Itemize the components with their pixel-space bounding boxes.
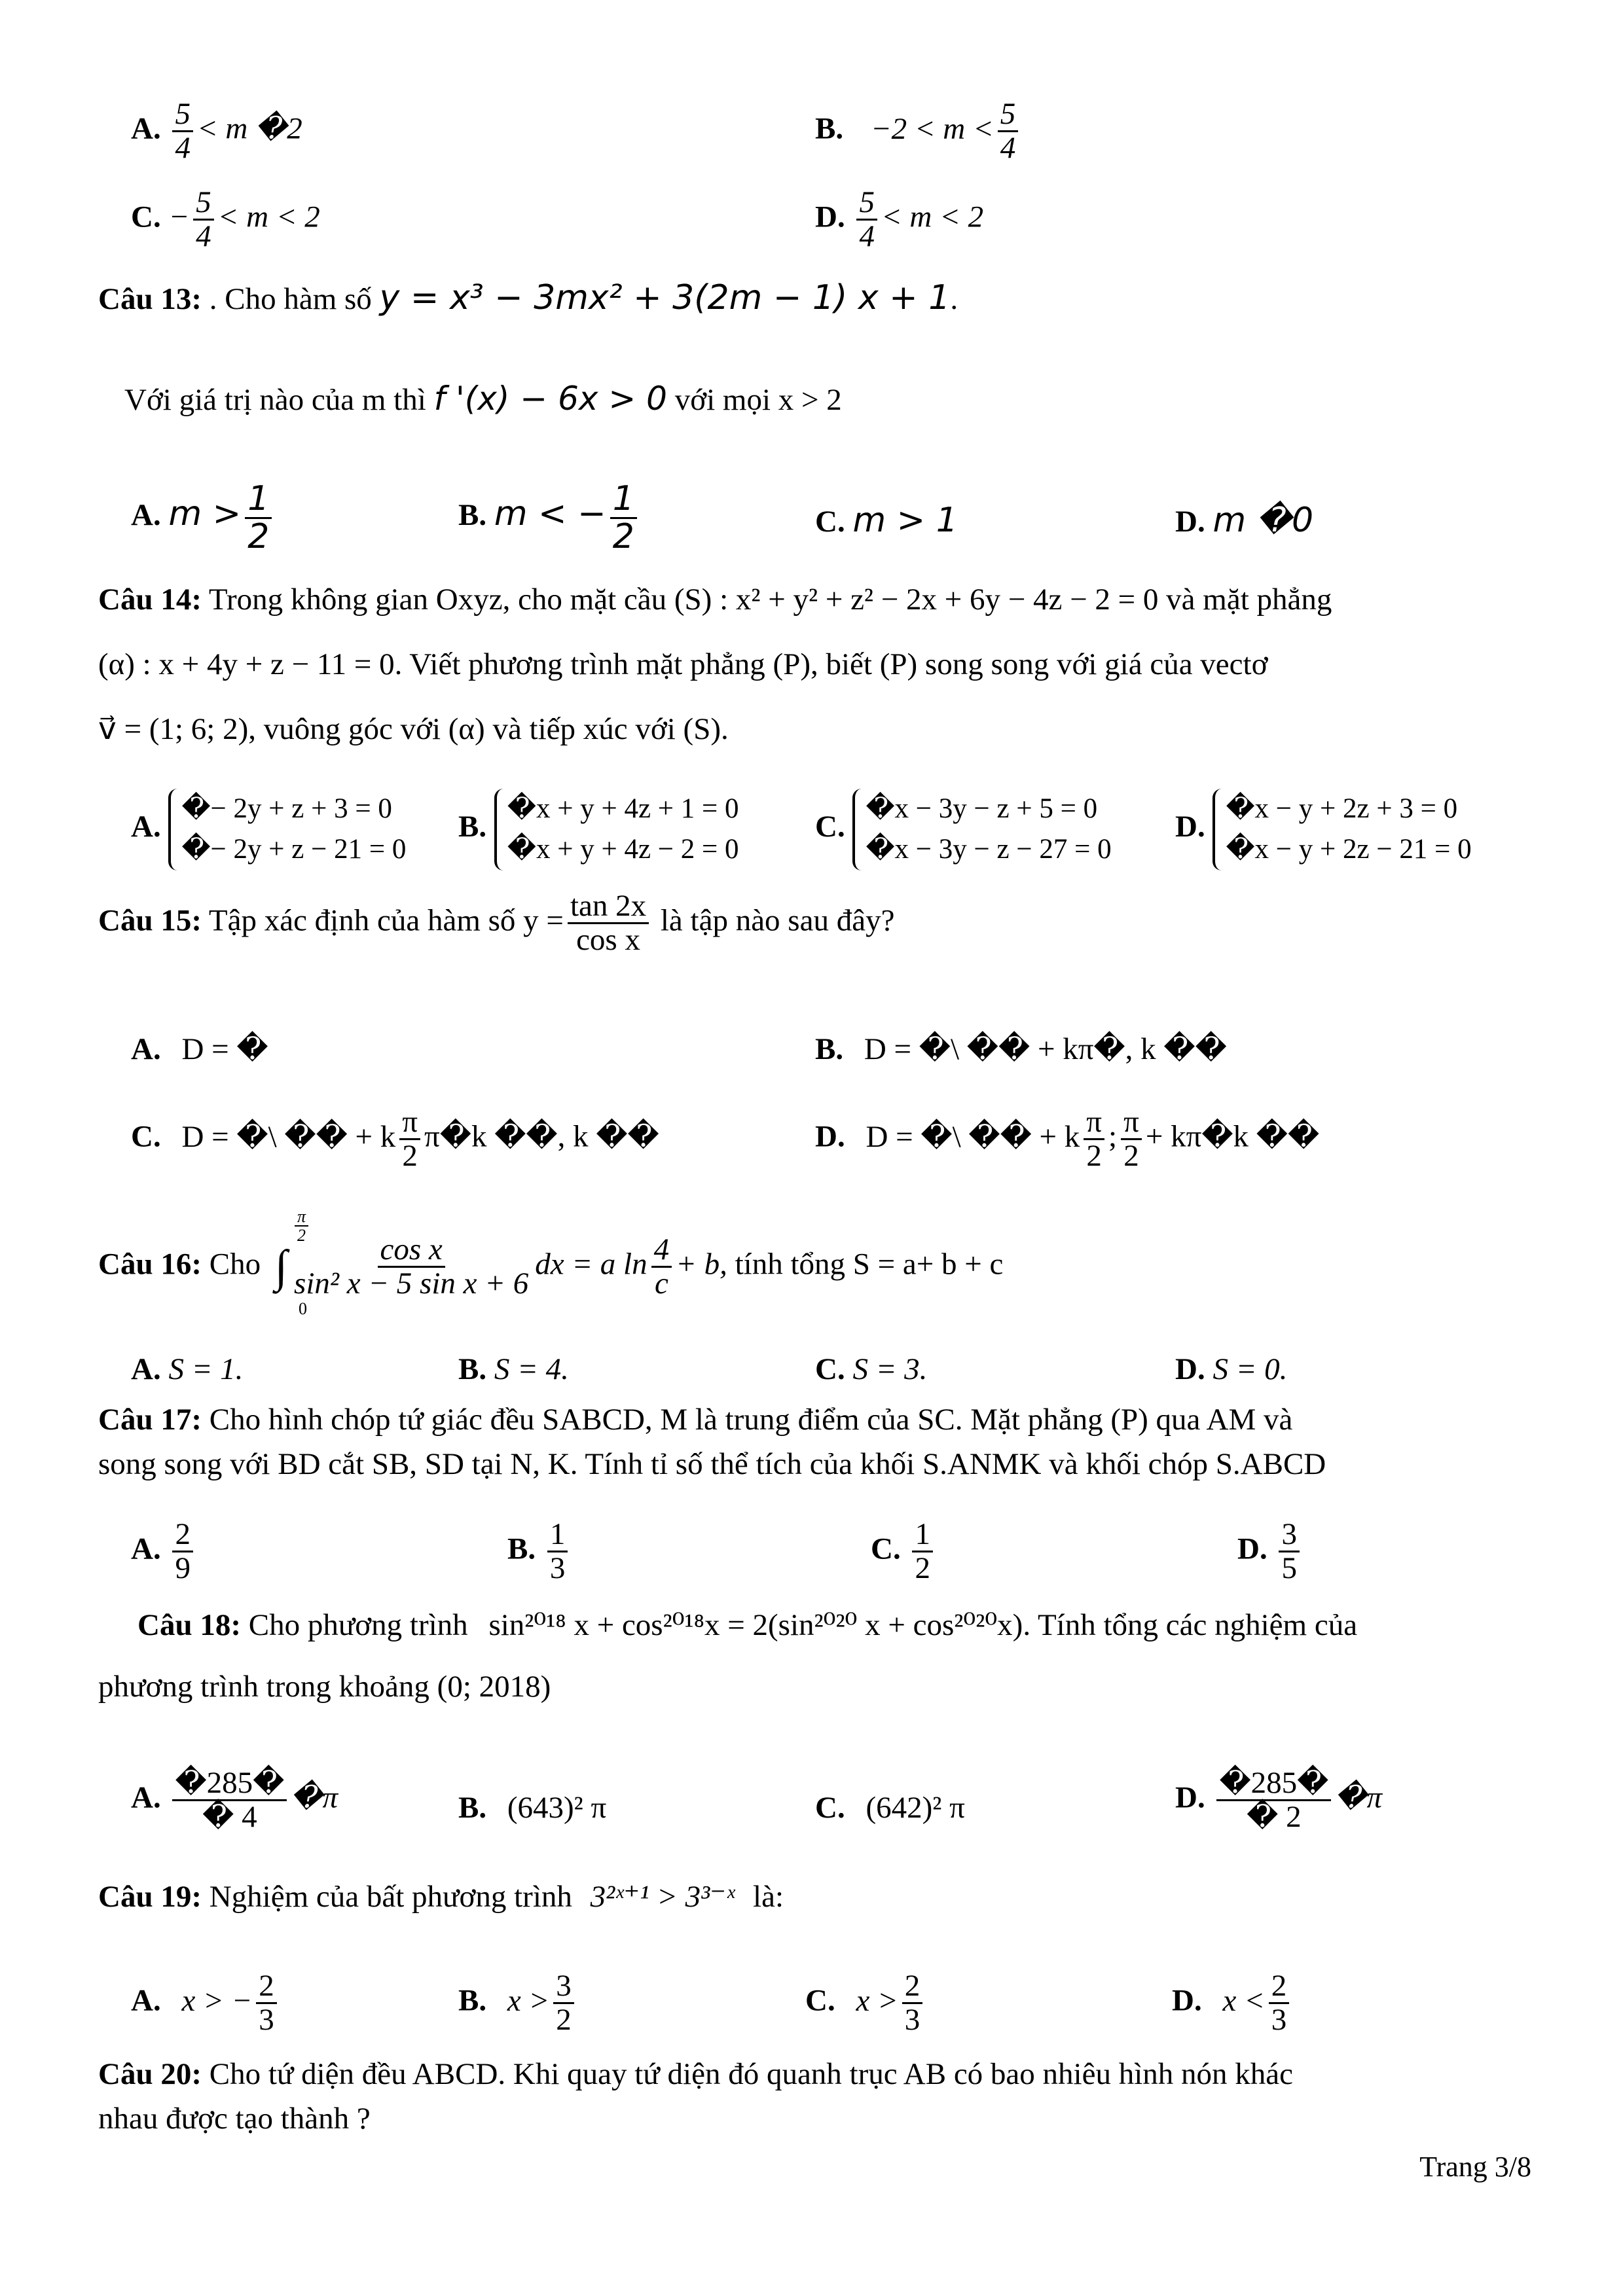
option-text: S = 0. [1213, 1352, 1288, 1386]
option-text: m < − [494, 493, 606, 533]
equation-system: �x + y + 4z + 1 = 0 �x + y + 4z − 2 = 0 [494, 789, 739, 870]
q12-option-d [815, 187, 983, 253]
option-text: − [168, 200, 190, 234]
question-line [98, 1397, 1326, 1442]
option-label: A. [131, 1983, 161, 2018]
fraction: $\frac{\pi}{2}$ [1084, 1106, 1104, 1173]
formula: y = [523, 903, 564, 938]
question-14-stem [98, 576, 1532, 753]
equation-system: �x − y + 2z + 3 = 0 �x − y + 2z − 21 = 0 [1213, 789, 1471, 870]
fraction: $\frac{3}{5}$ [1279, 1518, 1300, 1585]
option-text: S = 4. [494, 1352, 569, 1386]
q19-option-a [131, 1970, 281, 2037]
question-label: Câu 19: [98, 1880, 202, 1914]
q15-option-b [815, 1031, 1227, 1067]
q19-option-b [458, 1970, 578, 2037]
q15-option-d [815, 1106, 1319, 1173]
option-text: ; [1108, 1119, 1118, 1154]
fraction: $\frac{5}{4}$ [998, 98, 1019, 165]
option-label: D. [1175, 1352, 1205, 1386]
punctuation: . [950, 282, 958, 316]
option-label: A. [131, 1532, 161, 1566]
option-text: S = 1. [168, 1352, 244, 1386]
q16-option-d [1175, 1352, 1287, 1387]
formula: f '(x) − 6x > 0 [433, 380, 667, 418]
q15-option-c [131, 1106, 659, 1173]
q12-option-a [131, 98, 302, 165]
option-label: D. [1175, 810, 1205, 844]
fraction: $\frac{2}{3}$ [902, 1970, 923, 2037]
fraction: $\frac{1}{2}$ [610, 481, 637, 554]
fraction: $\frac{\pi}{2}$ [1121, 1106, 1142, 1173]
q13-option-d [1175, 501, 1313, 540]
option-text: (643)² π [507, 1791, 607, 1825]
q15-option-a [131, 1031, 268, 1067]
option-text: �π [1335, 1780, 1383, 1815]
q13-option-b [458, 481, 641, 554]
question-label: Câu 15: [98, 903, 202, 938]
q17-option-d [1237, 1518, 1304, 1585]
option-label: B. [458, 1791, 487, 1825]
q16-option-c [815, 1352, 927, 1387]
option-label: A. [131, 111, 161, 146]
option-label: C. [815, 810, 845, 844]
option-text: D = �\ �� + k [866, 1119, 1080, 1154]
fraction: $\frac{2}{3}$ [256, 1970, 277, 2037]
fraction: $\frac{�285�}{� 4}$ [172, 1767, 287, 1834]
fraction: $\frac{\text{cos x}}{\text{sin² x − 5 sin x + 6}}$ [294, 1232, 529, 1301]
q12-option-c [131, 187, 320, 253]
option-label: B. [815, 111, 844, 146]
option-text: m > 1 [852, 501, 958, 540]
option-label: C. [815, 1791, 845, 1825]
fraction: $\frac{3}{2}$ [553, 1970, 574, 2037]
fraction: $\frac{5}{4}$ [856, 187, 877, 253]
option-label: A. [131, 497, 161, 532]
fraction: $\frac{\tan 2x}{\text{cos x}}$ [568, 890, 649, 957]
q17-option-c [871, 1518, 937, 1585]
integral-sign-icon: ∫ [274, 1241, 288, 1292]
option-label: C. [815, 505, 845, 539]
question-label: Câu 14: [98, 583, 202, 617]
q16-option-b [458, 1352, 569, 1387]
q13-option-c [815, 501, 958, 540]
integral-lower-limit: 0 [299, 1299, 307, 1318]
option-text: π�k ��, k �� [424, 1119, 659, 1154]
option-text: �π [291, 1780, 338, 1815]
option-label: B. [815, 1032, 844, 1066]
formula: 3²ˣ⁺¹ > 3³⁻ˣ [590, 1880, 735, 1914]
question-line [98, 1607, 1357, 1643]
option-label: C. [131, 200, 161, 234]
fraction: $\frac{\pi}{2}$ [295, 1208, 308, 1245]
option-text: + kπ�k �� [1145, 1119, 1320, 1154]
question-17-stem [98, 1397, 1326, 1486]
q14-option-d [1175, 789, 1472, 870]
option-text: x > [856, 1983, 898, 2018]
question-text: Cho [209, 1247, 261, 1282]
q18-option-a [131, 1767, 338, 1834]
q17-option-b [507, 1518, 572, 1585]
option-label: B. [458, 497, 487, 532]
question-text: Với giá trị nào của m thì [124, 383, 426, 417]
q19-option-c [805, 1970, 926, 2037]
option-label: A. [131, 1352, 161, 1386]
question-line: phương trình trong khoảng (0; 2018) [98, 1670, 551, 1704]
fraction: $\frac{1}{2}$ [245, 481, 272, 554]
option-label: C. [815, 1352, 845, 1386]
question-label: Câu 16: [98, 1247, 202, 1282]
q16-option-a [131, 1352, 243, 1387]
formula: y = x³ − 3mx² + 3(2m − 1) x + 1 [379, 278, 951, 317]
question-text: . Tính tổng các nghiệm của [1023, 1608, 1358, 1642]
option-text: m > [168, 493, 242, 533]
fraction: $\frac{5}{4}$ [172, 98, 193, 165]
option-label: C. [871, 1532, 901, 1566]
formula: + b, [676, 1247, 727, 1282]
option-text: m �0 [1213, 501, 1314, 540]
question-line [98, 576, 1532, 624]
question-13-condition [124, 380, 842, 418]
question-18-stem [98, 1607, 1357, 1704]
option-label: A. [131, 1032, 161, 1066]
option-label: A. [131, 1780, 161, 1815]
q19-option-d [1172, 1970, 1293, 2037]
option-label: C. [131, 1119, 161, 1154]
question-label: Câu 13: [98, 282, 202, 316]
question-19-stem [98, 1878, 784, 1914]
question-text: là tập nào sau đây? [660, 903, 895, 938]
question-text: . Cho hàm số [209, 282, 372, 316]
question-text: với mọi x > 2 [674, 383, 842, 417]
option-text: < m �2 [196, 111, 302, 146]
question-label: Câu 20: [98, 2057, 202, 2091]
q14-option-b [458, 789, 739, 870]
option-label: C. [805, 1983, 835, 2018]
fraction: $\frac{5}{4}$ [193, 187, 214, 253]
option-text: x > [507, 1983, 550, 2018]
option-label: D. [1175, 1780, 1205, 1815]
q12-option-b [815, 98, 1022, 165]
option-text: < m < 2 [881, 200, 984, 234]
question-line: song song với BD cắt SB, SD tại N, K. Tính tỉ số thể tích của khối S.ANMK và khối chóp S.ABCD [98, 1447, 1326, 1482]
question-text: là: [753, 1880, 784, 1914]
option-text: < m < 2 [217, 200, 320, 234]
option-label: D. [1175, 505, 1205, 539]
fraction: $\frac{2}{9}$ [172, 1518, 193, 1585]
question-text: Trong không gian Oxyz, cho mặt cầu (S) : x² + y² + z² − 2x + 6y − 4z − 2 = 0 và mặt phẳng [208, 583, 1332, 617]
option-label: A. [131, 810, 161, 844]
q14-option-c [815, 789, 1112, 870]
question-line [98, 2052, 1293, 2096]
option-text: S = 3. [852, 1352, 928, 1386]
fraction: $\frac{1}{2}$ [912, 1518, 933, 1585]
option-label: B. [458, 1983, 487, 2018]
option-label: D. [1172, 1983, 1202, 2018]
option-text: D = �\ �� + k [181, 1119, 396, 1154]
option-label: B. [458, 1352, 487, 1386]
question-text: Nghiệm của bất phương trình [209, 1880, 572, 1914]
equation-system: �− 2y + z + 3 = 0 �− 2y + z − 21 = 0 [168, 789, 406, 870]
option-label: D. [1237, 1532, 1267, 1566]
q13-option-a [131, 481, 276, 554]
option-text: x < [1222, 1983, 1265, 2018]
formula: sin²⁰¹⁸ x + cos²⁰¹⁸x = 2(sin²⁰²⁰ x + cos²⁰²⁰x) [488, 1608, 1023, 1642]
q18-option-b [458, 1790, 606, 1825]
fraction: $\frac{1}{3}$ [547, 1518, 568, 1585]
option-label: B. [507, 1532, 536, 1566]
page-number: Trang 3/8 [1419, 2151, 1531, 2183]
fraction: $\frac{�285�}{� 2}$ [1216, 1767, 1331, 1834]
equation-system: �x − 3y − z + 5 = 0 �x − 3y − z − 27 = 0 [852, 789, 1111, 870]
question-13-stem [98, 278, 958, 317]
option-label: B. [458, 810, 487, 844]
question-label: Câu 17: [98, 1403, 202, 1437]
q17-option-a [131, 1518, 197, 1585]
question-line: (α) : x + 4y + z − 11 = 0. Viết phương trình mặt phẳng (P), biết (P) song song với giá của vectơ [98, 647, 1268, 681]
question-16-stem [98, 1234, 1003, 1300]
fraction: $\frac{4}{c}$ [651, 1234, 672, 1300]
option-text: D = � [181, 1032, 268, 1066]
option-text: x > − [181, 1983, 253, 2018]
question-line: v⃗ = (1; 6; 2), vuông góc với (α) và tiếp xúc với (S). [98, 711, 729, 746]
question-label: Câu 18: [137, 1608, 241, 1642]
q18-option-c [815, 1790, 965, 1825]
q18-option-d [1175, 1767, 1382, 1834]
question-20-stem [98, 2052, 1293, 2141]
q14-option-a [131, 789, 406, 870]
question-text: Cho phương trình [248, 1608, 468, 1642]
fraction: $\frac{\pi}{2}$ [399, 1106, 420, 1173]
option-text: −2 < m < [870, 111, 994, 146]
option-text: (642)² π [866, 1791, 965, 1825]
question-text: tính tổng S = a+ b + c [735, 1247, 1004, 1282]
option-label: D. [815, 200, 845, 234]
fraction: $\frac{2}{3}$ [1269, 1970, 1290, 2037]
question-text: Tập xác định của hàm số [208, 903, 516, 938]
question-text: Cho hình chóp tứ giác đều SABCD, M là trung điểm của SC. Mặt phẳng (P) qua AM và [209, 1403, 1293, 1437]
option-label: D. [815, 1119, 845, 1154]
formula: dx = a ln [535, 1247, 647, 1282]
question-15-stem [98, 890, 894, 957]
question-text: Cho tứ diện đều ABCD. Khi quay tứ diện đó quanh trục AB có bao nhiêu hình nón khác [209, 2057, 1293, 2091]
option-text: D = �\ �� + kπ�, k �� [864, 1032, 1227, 1066]
question-line: nhau được tạo thành ? [98, 2102, 371, 2136]
